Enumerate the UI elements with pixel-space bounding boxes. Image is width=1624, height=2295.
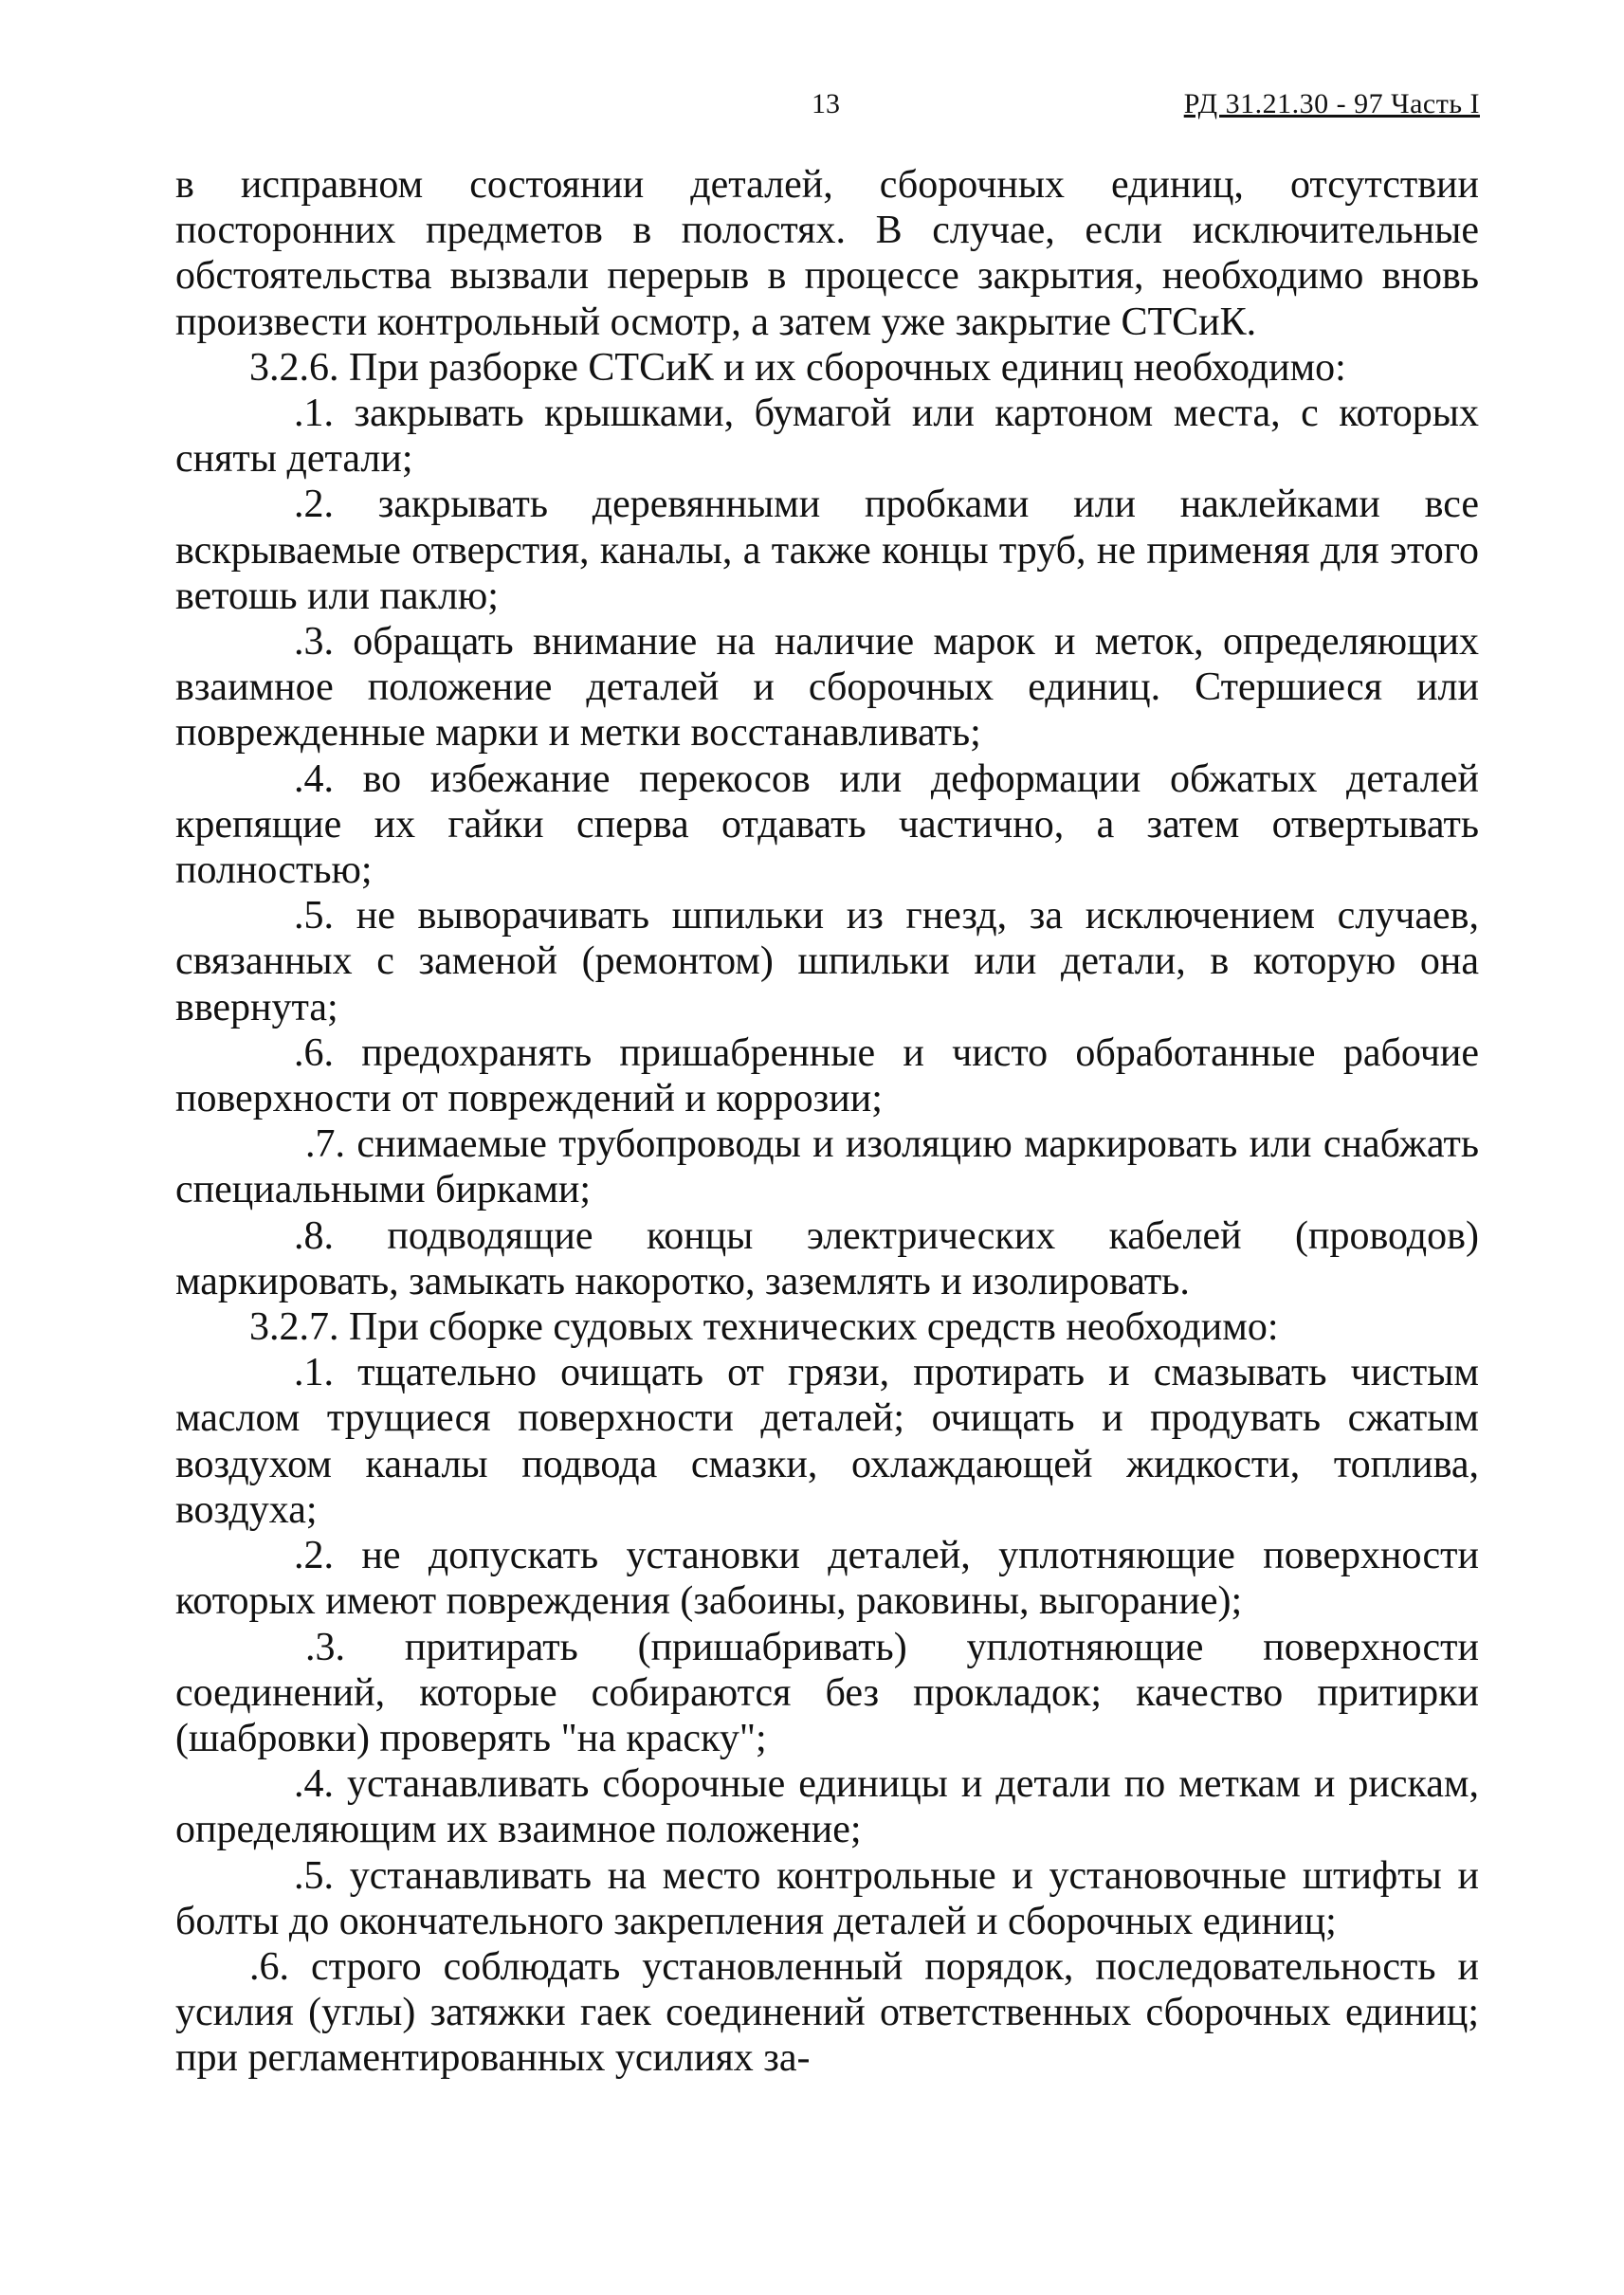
list-item: .5. устанавливать на место контрольные и установочные штифты и болты до окончательного закрепления деталей и сборочных единиц; [175,1853,1479,1943]
paragraph: 3.2.6. При разборке СТСиК и их сборочных единиц необходимо: [249,345,1346,390]
document-body [175,162,1479,2082]
list-item: .8. подводящие концы электрических кабелей (проводов) маркировать, замыкать накоротко, заземлять и изолировать. [175,1213,1479,1303]
list-item: .4. во избежание перекосов или деформации обжатых деталей крепящие их гайки сперва отдавать частично, а затем отвертывать полностью; [175,756,1479,893]
page-number: 13 [812,88,840,119]
list-item: .4. устанавливать сборочные единицы и детали по меткам и рискам, определяющим их взаимное положение; [175,1762,1479,1852]
paragraph: 3.2.7. При сборке судовых технических средств необходимо: [249,1305,1279,1350]
list-item: .3. притирать (пришабривать) уплотняющие поверхности соединений, которые собираются без прокладок; качество притирки (шабровки) проверять "на краску"; [175,1625,1479,1760]
document-code-header: РД 31.21.30 - 97 Часть I [1183,88,1480,119]
list-item: .1. тщательно очищать от грязи, протирать и смазывать чистым маслом трущиеся поверхности деталей; очищать и продувать сжатым воздухом каналы подвода смазки, охлаждающей жидкости, топлива, воздуха; [175,1351,1479,1532]
list-item: .5. не выворачивать шпильки из гнезд, за исключением случаев, связанных с заменой (ремонтом) шпильки или детали, в которую она ввернута; [175,894,1479,1029]
list-item: .2. не допускать установки деталей, уплотняющие поверхности которых имеют повреждения (забоины, раковины, выгорание); [175,1534,1479,1624]
list-item: .1. закрывать крышками, бумагой или картоном места, с которых сняты детали; [175,392,1479,482]
list-item: .7. снимаемые трубопроводы и изоляцию маркировать или снабжать специальными бирками; [175,1122,1479,1212]
list-item: .6. предохранять пришабренные и чисто обработанные рабочие поверхности от повреждений и коррозии; [175,1030,1479,1121]
list-item: .2. закрывать деревянными пробками или наклейками все вскрываемые отверстия, каналы, а также концы труб, не применяя для этого ветошь или паклю; [175,483,1479,618]
list-item: .3. обращать внимание на наличие марок и меток, определяющих взаимное положение деталей и сборочных единиц. Стершиеся или поврежденные марки и метки восстанавливать; [175,620,1479,756]
paragraph: в исправном состоянии деталей, сборочных единиц, отсутствии посторонних предметов в полостях. В случае, если исключительные обстоятельства вызвали перерыв в процессе закрытия, необходимо вновь произвести контрольный осмотр, а затем уже закрытие СТСиК. [175,163,1479,344]
list-item: .6. строго соблюдать установленный порядок, последовательность и усилия (углы) затяжки гаек соединений ответственных сборочных единиц; при регламентированных усилиях за- [175,1944,1479,2081]
